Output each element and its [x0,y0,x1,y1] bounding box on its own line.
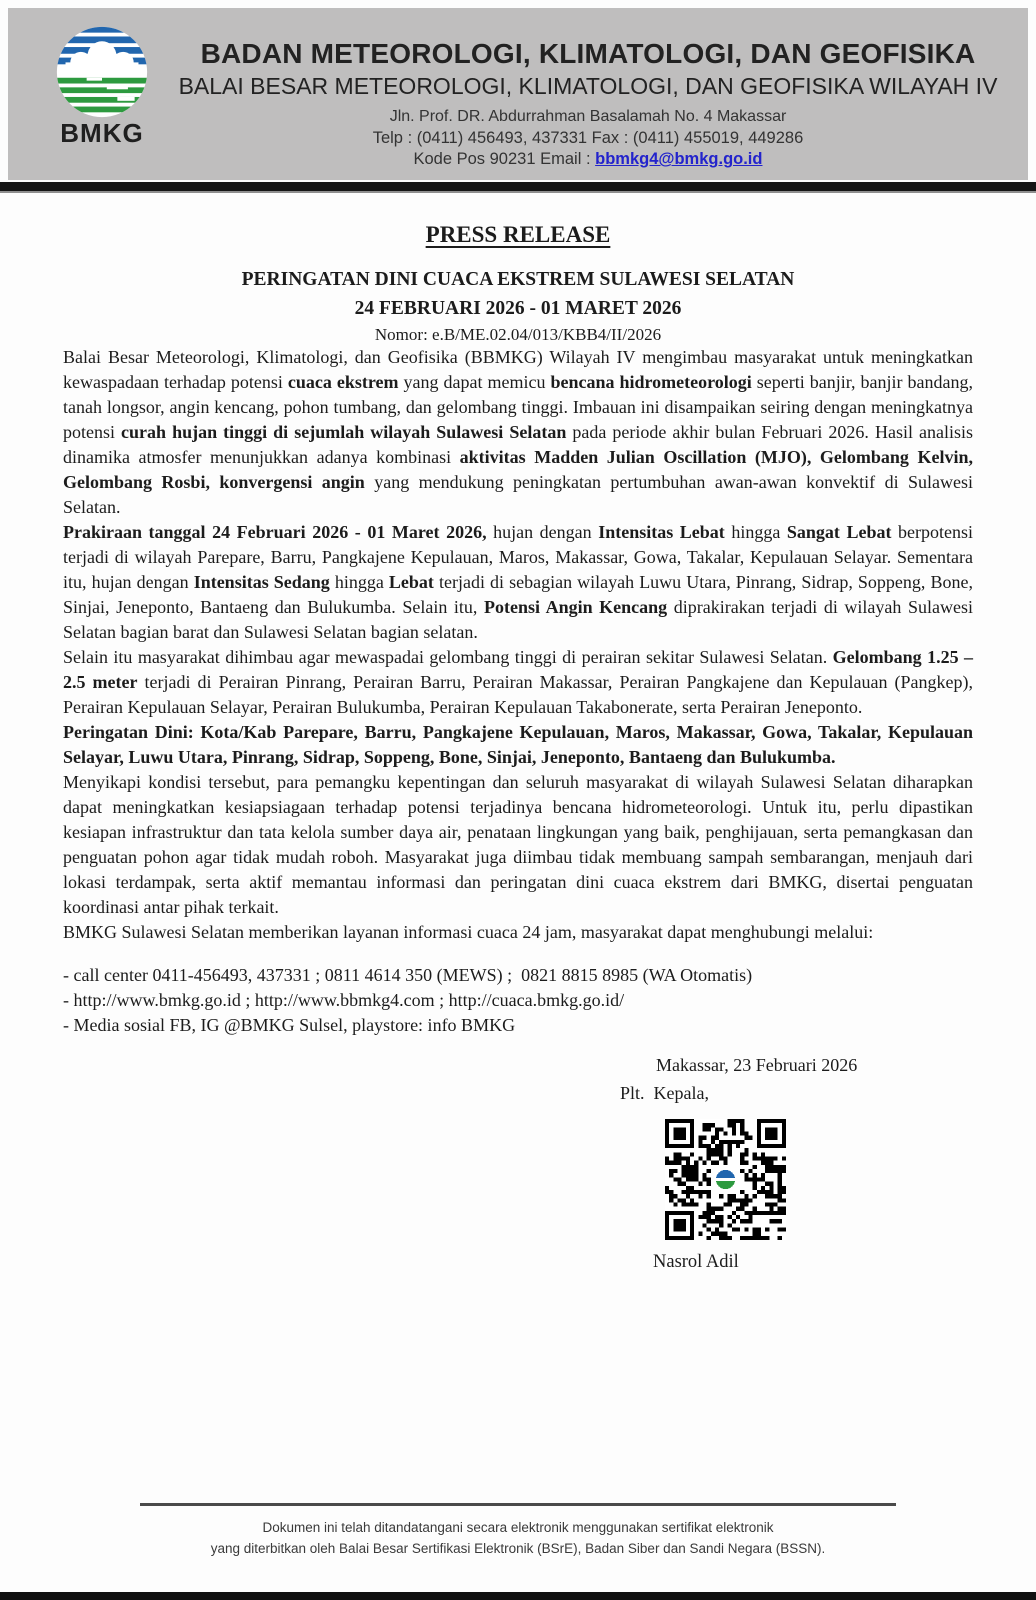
text-segment: Prakiraan tanggal 24 Februari 2026 - 01 Maret 2026, [63,522,487,542]
text-segment: Gelombang 1.25 – 2.5 meter [63,647,973,692]
text-segment: berpotensi terjadi di wilayah Parepare, Barru, Pangkajene Kepulauan, Maros, Makassar, Gowa, Takalar, Kepulauan Selayar. Sementara itu, hujan dengan [63,522,974,592]
text-segment: cuaca ekstrem [287,372,399,392]
email-link[interactable]: bbmkg4@bmkg.go.id [595,150,763,169]
text-segment: seperti banjir, banjir bandang, tanah longsor, angin kencang, pohon tumbang, dan gelombang tinggi. Imbauan ini disampaikan seiring dengan meningkatnya potensi [63,372,973,442]
contact-websites: - http://www.bmkg.go.id ; http://www.bbmkg4.com ; http://cuaca.bmkg.go.id/ [63,990,625,1010]
text-segment: Selain itu masyarakat dihimbau agar mewaspadai gelombang tinggi di perairan sekitar Sulawesi Selatan. [63,647,833,667]
text-segment: Intensitas Lebat [598,522,725,542]
text-segment: terjadi di Perairan Pinrang, Perairan Barru, Perairan Makassar, Perairan Pangkajene dan Kepulauan (Pangkep), Perairan Kepulauan Selayar, Perairan Bulukumba, Perairan Kepulauan Takabonerate, serta Perairan Jeneponto. [63,672,973,717]
document-body [63,192,973,1273]
letterhead-text [158,38,1018,171]
bottom-scan-edge [0,1592,1036,1600]
text-segment: Balai Besar Meteorologi, Klimatologi, dan Geofisika (BBMKG) Wilayah IV mengimbau masyarakat untuk meningkatkan kewaspadaan terhadap potensi [63,347,973,392]
warning-subtitle: PERINGATAN DINI CUACA EKSTREM SULAWESI SELATAN [241,269,795,290]
text-segment: terjadi di sebagian wilayah Luwu Utara, Pinrang, Sidrap, Soppeng, Bone, Sinjai, Jeneponto, Bantaeng dan Bulukumba. Selain itu, [63,572,973,617]
bmkg-logo [42,24,162,149]
contact-list [63,963,973,1038]
text-segment: diprakirakan terjadi di wilayah Sulawesi Selatan bagian barat dan Sulawesi Selatan bagian selatan. [63,597,973,642]
qr-center-logo [713,1167,738,1192]
org-name: BADAN METEOROLOGI, KLIMATOLOGI, DAN GEOFISIKA [200,38,976,69]
text-segment: Sangat Lebat [786,522,892,542]
electronic-signature-note [0,1518,1036,1560]
paragraph-service-info [63,920,973,945]
text-segment: hingga [724,522,787,542]
text-segment: pada periode akhir bulan Februari 2026. Hasil analisis dinamika atmosfer menunjukkan adanya kombinasi [63,422,973,467]
bmkg-logo-label: BMKG [60,118,144,148]
paragraph-early-warning [63,720,973,770]
footer-note-line1: Dokumen ini telah ditandatangani secara elektronik menggunakan sertifikat elektronik [262,1520,774,1535]
qr-code [665,1119,786,1240]
postal-email-label: Kode Pos 90231 Email : [413,150,596,169]
text-segment: BMKG Sulawesi Selatan memberikan layanan informasi cuaca 24 jam, masyarakat dapat menghubungi melalui: [63,922,874,942]
text-segment: yang mendukung peningkatan pertumbuhan awan-awan konvektif di Sulawesi Selatan. [63,472,973,517]
paragraph-waves [63,645,973,720]
signatory-name: Nasrol Adil [653,1252,739,1272]
letterhead [8,8,1028,180]
footer-note-line2: yang diterbitkan oleh Balai Besar Sertifikasi Elektronik (BSrE), Badan Siber dan Sandi Negara (BSSN). [210,1540,826,1556]
postal-email-line [158,149,1018,170]
bmkg-logo-icon [54,24,150,120]
text-segment: hujan dengan [486,522,599,542]
text-segment: Intensitas Sedang [193,572,330,592]
contact-call-center: - call center 0411-456493, 437331 ; 0811 4614 350 (MEWS) ; 0821 8815 8985 (WA Otomatis) [63,965,753,985]
paragraph-intro [63,345,973,520]
text-segment: aktivitas Madden Julian Oscillation (MJO), Gelombang Kelvin, Gelombang Rosbi, konvergensi angin [63,447,973,492]
document-number: Nomor: e.B/ME.02.04/013/KBB4/II/2026 [374,325,662,344]
footer-divider [140,1503,896,1506]
text-segment: Potensi Angin Kencang [484,597,668,617]
paragraph-forecast [63,520,973,645]
warning-period: 24 FEBRUARI 2026 - 01 MARET 2026 [354,298,682,319]
text-segment: Lebat [388,572,434,592]
text-segment: bencana hidrometeorologi [550,372,752,392]
press-release-title: PRESS RELEASE [425,222,611,247]
text-segment: Menyikapi kondisi tersebut, para pemangku kepentingan dan seluruh masyarakat di wilayah Sulawesi Selatan diharapkan dapat meningkatkan kesiapsiagaan terhadap potensi terjadinya bencana hidrometeorologi. Untuk itu, perlu dipastikan kesiapan infrastruktur dan tata kelola sumber daya air, penataan lingkungan yang baik, penghijauan, serta pemangkasan dan penguatan pohon agar tidak mudah roboh. Masyarakat juga diimbau tidak membuang sampah sembarangan, menjauh dari lokasi terdampak, serta aktif memantau informasi dan peringatan dini cuaca ekstrem dari BMKG, disertai penguatan koordinasi antar pihak terkait. [63,772,973,917]
contact-social-media: - Media sosial FB, IG @BMKG Sulsel, playstore: info BMKG [63,1015,516,1035]
office-name: BALAI BESAR METEOROLOGI, KLIMATOLOGI, DAN GEOFISIKA WILAYAH IV [178,73,998,100]
paragraph-preparedness [63,770,973,920]
office-address: Jln. Prof. DR. Abdurrahman Basalamah No. 4 Makassar [389,107,787,125]
text-segment: yang dapat memicu [398,372,551,392]
signature-block [590,1055,910,1273]
signature-role: Plt. Kepala, [620,1083,709,1103]
signature-place-date: Makassar, 23 Februari 2026 [656,1055,858,1075]
text-segment: hingga [329,572,389,592]
text-segment: curah hujan tinggi di sejumlah wilayah Sulawesi Selatan [121,422,567,442]
text-segment: Peringatan Dini: Kota/Kab Parepare, Barru, Pangkajene Kepulauan, Maros, Makassar, Gowa, Takalar, Kepulauan Selayar, Luwu Utara, Pinrang, Sidrap, Soppeng, Bone, Sinjai, Jeneponto, Bantaeng dan Bulukumba. [63,722,973,767]
office-phone-fax: Telp : (0411) 456493, 437331 Fax : (0411) 455019, 449286 [372,128,804,147]
